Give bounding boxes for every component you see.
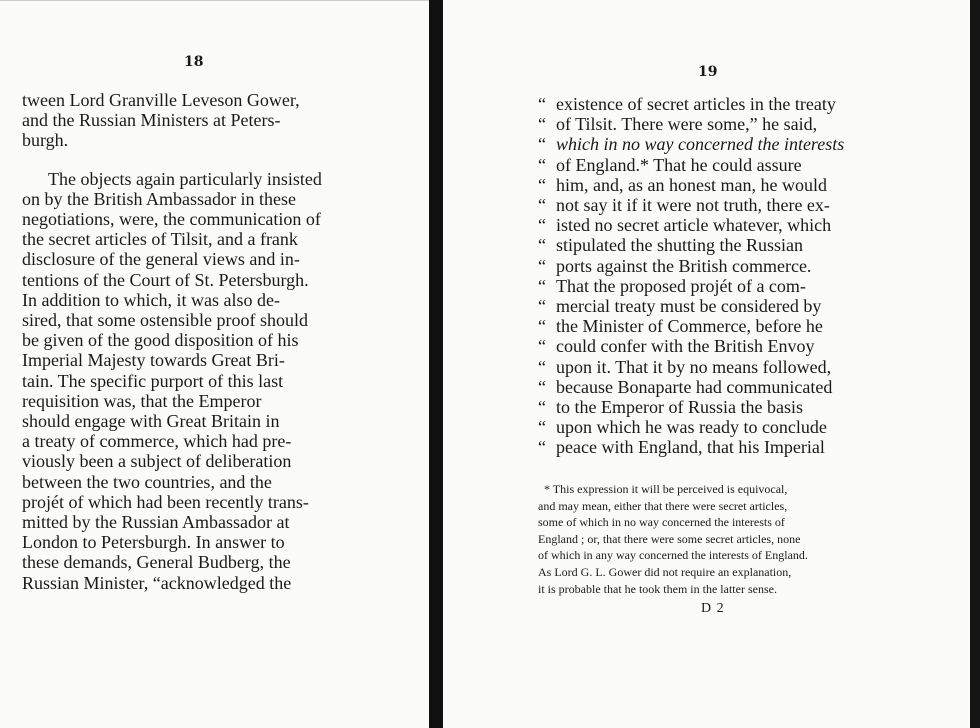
footnote-line: some of which in no way concerned the interests of <box>538 515 785 530</box>
quoted-line <box>538 235 882 255</box>
quote-mark: “ <box>538 235 546 256</box>
text-line: In addition to which, it was also de- <box>22 289 280 310</box>
text-line: existence of secret articles in the treaty <box>556 94 836 114</box>
text-line: to the Emperor of Russia the basis <box>556 397 803 418</box>
quote-mark: “ <box>538 417 546 438</box>
quote-mark: “ <box>538 154 546 175</box>
text-line: tentions of the Court of St. Petersburgh. <box>22 269 309 290</box>
text-line: be given of the good disposition of his <box>22 330 299 351</box>
text-line: ports against the British commerce. <box>556 255 812 276</box>
text-line: because Bonaparte had communicated <box>556 376 833 397</box>
text-line: him, and, as an honest man, he would <box>556 174 827 195</box>
text-line: viously been a subject of deliberation <box>22 451 292 472</box>
quoted-line <box>538 437 882 457</box>
text-line: isted no secret article whatever, which <box>556 215 832 236</box>
text-line: tween Lord Granville Leveson Gower, <box>22 90 300 110</box>
quoted-line <box>538 276 882 296</box>
quoted-line <box>538 296 882 316</box>
quoted-line <box>538 114 882 134</box>
footnote-line: England ; or, that there were some secret articles, none <box>538 531 801 546</box>
quote-mark: “ <box>538 114 546 135</box>
signature-mark: D 2 <box>701 601 725 616</box>
footnote-line: * This expression it will be perceived is equivocal, <box>544 482 788 496</box>
text-line: upon it. That it by no means followed, <box>556 356 832 377</box>
text-line: mitted by the Russian Ambassador at <box>22 512 290 533</box>
quote-mark: “ <box>538 94 546 114</box>
text-line: the secret articles of Tilsit, and a frank <box>22 229 298 250</box>
text-line: sired, that some ostensible proof should <box>22 310 308 331</box>
text-line: The objects again particularly insisted <box>48 168 322 189</box>
quote-mark: “ <box>538 174 546 195</box>
quoted-line <box>538 94 882 114</box>
text-line: and the Russian Ministers at Peters- <box>22 110 281 131</box>
text-line: could confer with the British Envoy <box>556 336 815 357</box>
page-number-left: 18 <box>184 54 204 70</box>
left-page-body <box>22 90 372 593</box>
text-line: of Tilsit. There were some,” he said, <box>556 114 818 135</box>
text-line: peace with England, that his Imperial <box>556 437 825 458</box>
right-page <box>538 0 882 728</box>
text-line: London to Petersburgh. In answer to <box>22 532 285 553</box>
right-page-edge <box>970 0 980 728</box>
text-line: a treaty of commerce, which had pre- <box>22 431 292 452</box>
text-line: That the proposed projét of a com- <box>556 275 806 296</box>
quote-mark: “ <box>538 215 546 236</box>
text-line: not say it if it were not truth, there ex- <box>556 195 830 216</box>
text-line: tain. The specific purport of this last <box>22 370 284 391</box>
text-line: requisition was, that the Emperor <box>22 390 262 411</box>
text-line: of England.* That he could assure <box>556 154 802 175</box>
text-line: on by the British Ambassador in these <box>22 188 296 209</box>
footnote-line: of which in any way concerned the interests of England. <box>538 548 808 563</box>
text-line: Russian Minister, “acknowledged the <box>22 572 292 593</box>
text-line: should engage with Great Britain in <box>22 411 280 432</box>
quote-mark: “ <box>538 397 546 418</box>
paragraph-main <box>22 169 372 593</box>
quoted-line <box>538 155 882 175</box>
left-page <box>20 0 372 728</box>
footnote-line: As Lord G. L. Gower did not require an explanation, <box>538 564 792 579</box>
text-line: burgh. <box>22 130 69 151</box>
text-line: projét of which had been recently trans- <box>22 491 309 512</box>
quoted-line <box>538 195 882 215</box>
text-line: Imperial Majesty towards Great Bri- <box>22 350 285 371</box>
quote-mark: “ <box>538 255 546 276</box>
quoted-line <box>538 215 882 235</box>
quote-mark: “ <box>538 275 546 296</box>
quoted-line <box>538 316 882 336</box>
right-page-body <box>538 94 882 458</box>
quote-mark: “ <box>538 134 546 155</box>
book-gutter <box>429 0 443 728</box>
quoted-line <box>538 175 882 195</box>
quoted-line <box>538 377 882 397</box>
footnote <box>538 481 882 597</box>
text-line: these demands, General Budberg, the <box>22 552 291 573</box>
text-line: between the two countries, and the <box>22 471 272 492</box>
quoted-line <box>538 256 882 276</box>
quoted-line <box>538 336 882 356</box>
text-line: which in no way concerned the interests <box>556 134 845 155</box>
quoted-line <box>538 134 882 154</box>
text-line: stipulated the shutting the Russian <box>556 235 803 256</box>
text-line: negotiations, were, the communication of <box>22 209 321 230</box>
footnote-line: and may mean, either that there were secret articles, <box>538 498 788 513</box>
quote-mark: “ <box>538 316 546 337</box>
footnote-line: it is probable that he took them in the latter sense. <box>538 581 777 596</box>
quoted-line <box>538 357 882 377</box>
quoted-line <box>538 417 882 437</box>
quoted-line <box>538 397 882 417</box>
quote-mark: “ <box>538 376 546 397</box>
text-line: upon which he was ready to conclude <box>556 417 827 438</box>
text-line: the Minister of Commerce, before he <box>556 316 823 337</box>
page-number-right: 19 <box>698 64 718 80</box>
quote-mark: “ <box>538 356 546 377</box>
text-line: disclosure of the general views and in- <box>22 249 300 270</box>
quote-mark: “ <box>538 437 546 458</box>
quote-mark: “ <box>538 336 546 357</box>
quote-mark: “ <box>538 195 546 216</box>
paragraph-continuation <box>22 90 372 151</box>
text-line: mercial treaty must be considered by <box>556 296 822 317</box>
quote-mark: “ <box>538 296 546 317</box>
